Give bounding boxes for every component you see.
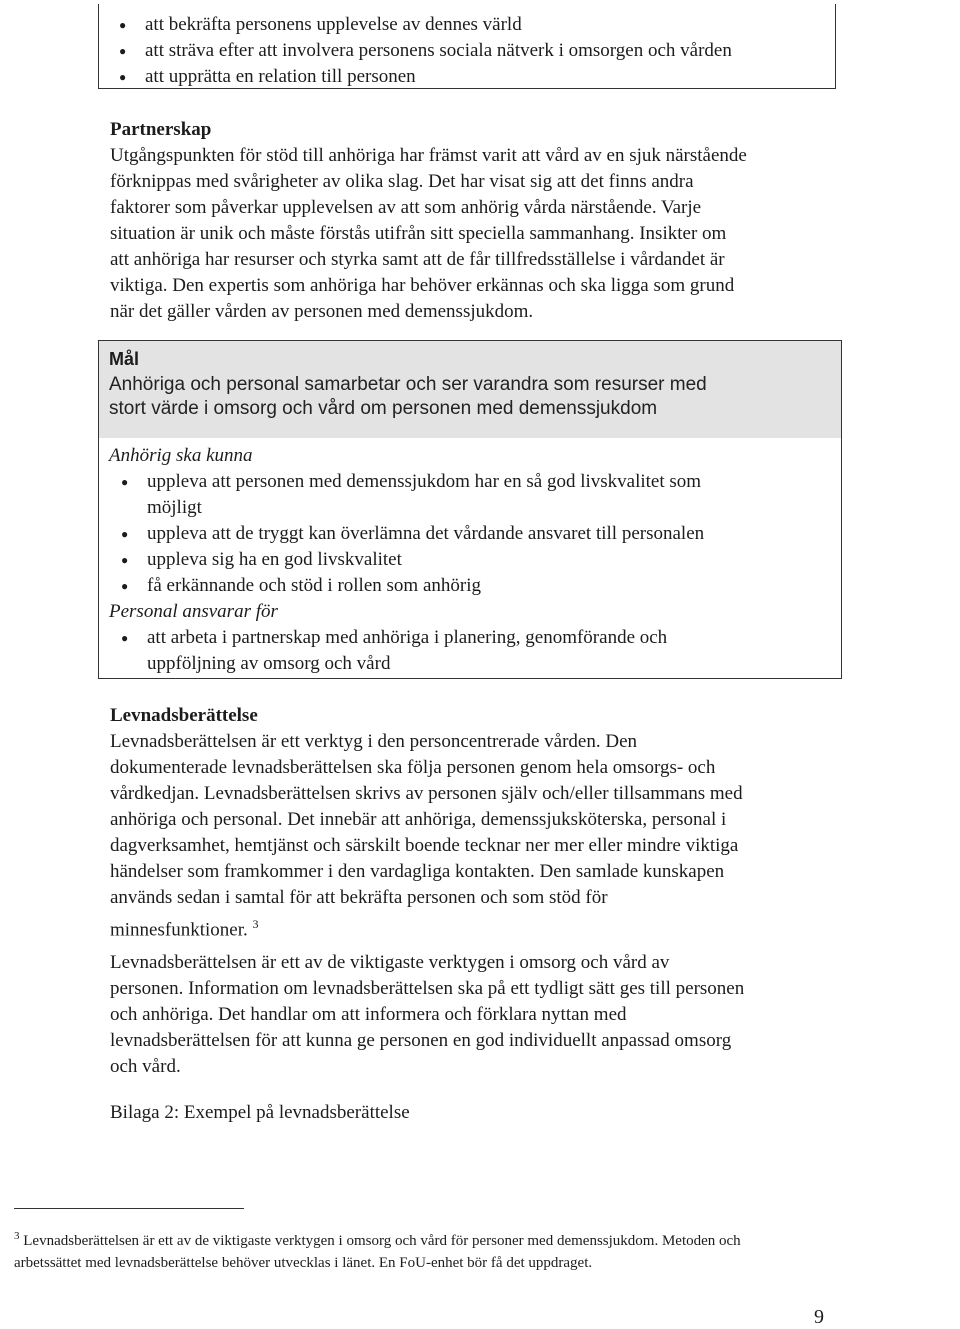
list-item [109,625,834,677]
footnote-line [14,1225,914,1252]
list-item: ● få erkännande och stöd i rollen som anhörig [109,573,834,599]
section-heading: Levnadsberättelse [110,705,258,726]
paragraph-line: vårdkedjan. Levnadsberättelsen skrivs av personen själv och/eller tillsammans med [110,783,743,804]
anhorig-heading: Anhörig ska kunna [109,445,253,466]
list-item-line: ● att arbeta i partnerskap med anhöriga i planering, genomförande och [147,627,668,648]
paragraph-line: dagverksamhet, hemtjänst och särskilt boende tecknar ner mer eller mindre viktiga [110,835,739,856]
levnad-paragraph-2 [110,950,830,1080]
paragraph-line: och anhöriga. Det handlar om att informera och förklara nyttan med [110,1004,627,1025]
paragraph-line: och vård. [110,1056,181,1077]
footnote-ref: 3 [252,917,259,931]
paragraph-line: Levnadsberättelsen är ett verktyg i den personcentrerade vården. Den [110,731,638,752]
list-item: ● uppleva att de tryggt kan överlämna det vårdande ansvaret till personalen [109,521,834,547]
paragraph-line: dokumenterade levnadsberättelsen ska följa personen genom hela omsorgs- och [110,757,716,778]
list-item: ● att bekräfta personens upplevelse av dennes värld [107,12,827,38]
top-bullet-box [98,4,836,89]
personal-heading: Personal ansvarar för [109,601,278,622]
footnote-text: Levnadsberättelsen är ett av de viktigaste verktygen i omsorg och vård för personer med demenssjukdom. Metoden och [23,1233,741,1249]
list-item-line: möjligt [147,497,202,518]
paragraph-line: levnadsberättelsen för att kunna ge personen en god individuellt anpassad omsorg [110,1030,732,1051]
paragraph-line: att anhöriga har resurser och styrka samt att de får tillfredsställelse i vårdandet är [110,249,725,270]
paragraph-line: personen. Information om levnadsberättelsen ska på ett tydligt sätt ges till personen [110,978,745,999]
mal-title: Mål [109,349,140,369]
footnote-number: 3 [14,1230,20,1242]
last-line-text: minnesfunktioner. [110,919,248,941]
list-item [109,469,834,521]
list-item: ● att upprätta en relation till personen [107,64,827,90]
list-item-line: uppföljning av omsorg och vård [147,653,391,674]
goal-line: stort värde i omsorg och vård om personen med demenssjukdom [109,398,658,419]
footnote-line: arbetssättet med levnadsberättelse behöver utvecklas i länet. En FoU-enhet bör få det uppdraget. [14,1255,593,1271]
paragraph-line: faktorer som påverkar upplevelsen av att som anhörig vårda närstående. Varje [110,197,702,218]
paragraph-line: anhöriga och personal. Det innebär att anhöriga, demenssjuksköterska, personal i [110,809,727,830]
paragraph-line: förknippas med svårigheter av olika slag. Det har visat sig att det finns andra [110,171,694,192]
mal-header [99,341,841,438]
paragraph-line: när det gäller vården av personen med demenssjukdom. [110,301,534,322]
bilaga-reference: Bilaga 2: Exempel på levnadsberättelse [110,1102,410,1123]
footnote-divider [14,1208,244,1209]
page-number: 9 [814,1306,824,1328]
paragraph-line: händelser som framkommer i den vardagliga kontakten. Den samlade kunskapen [110,861,725,882]
footnote [14,1225,914,1274]
goal-line: Anhöriga och personal samarbetar och ser varandra som resurser med [109,374,707,395]
partnerskap-section [110,117,830,325]
paragraph-line: Utgångspunkten för stöd till anhöriga har främst varit att vård av en sjuk närstående [110,145,747,166]
mal-box [98,340,842,679]
paragraph-line [110,911,830,943]
paragraph-line: används sedan i samtal för att bekräfta personen och som stöd för [110,887,608,908]
section-heading: Partnerskap [110,119,212,140]
paragraph-line: Levnadsberättelsen är ett av de viktigaste verktygen i omsorg och vård av [110,952,670,973]
list-item: ● uppleva sig ha en god livskvalitet [109,547,834,573]
list-item: ● att sträva efter att involvera personens sociala nätverk i omsorgen och vården [107,38,827,64]
paragraph-line: situation är unik och måste förstås utifrån sitt speciella sammanhang. Insikter om [110,223,727,244]
list-item-line: ● uppleva att personen med demenssjukdom har en så god livskvalitet som [147,471,702,492]
paragraph-line: viktiga. Den expertis som anhöriga har behöver erkännas och ska ligga som grund [110,275,735,296]
levnad-section [110,703,830,943]
